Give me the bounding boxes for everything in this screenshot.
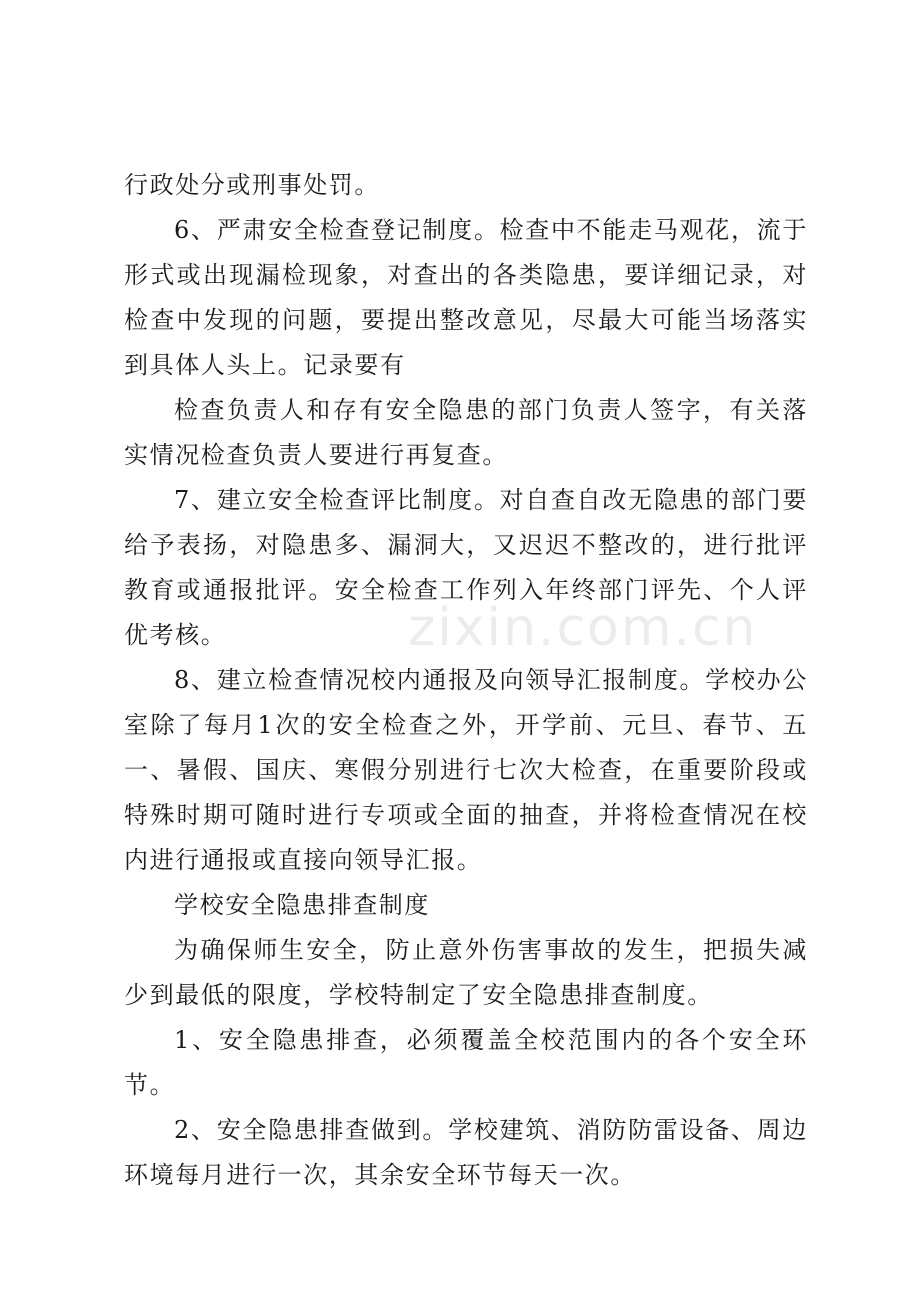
paragraph: 6、严肃安全检查登记制度。检查中不能走马观花，流于形式或出现漏检现象，对查出的各类隐患，要详细记录，对检查中发现的问题，要提出整改意见，尽最大可能当场落实到具体人头上。记录要有: [124, 216, 808, 379]
paragraph: 8、建立检查情况校内通报及向领导汇报制度。学校办公室除了每月1次的安全检查之外，开学前、元旦、春节、五一、暑假、国庆、寒假分别进行七次大检查，在重要阶段或特殊时期可随时进行专项或全面的抽查，并将检查情况在校内进行通报或直接向领导汇报。: [124, 666, 808, 874]
paragraph: 7、建立安全检查评比制度。对自查自改无隐患的部门要给予表扬，对隐患多、漏洞大，又迟迟不整改的，进行批评教育或通报批评。安全检查工作列入年终部门评先、个人评优考核。: [124, 486, 808, 649]
paragraph: 行政处分或刑事处罚。: [124, 171, 380, 199]
paragraph: 检查负责人和存有安全隐患的部门负责人签字，有关落实情况检查负责人要进行再复查。: [124, 396, 808, 469]
section-heading: 学校安全隐患排查制度: [174, 891, 430, 919]
watermark: zixin.com.cn: [408, 598, 758, 658]
paragraph: 2、安全隐患排查做到。学校建筑、消防防雷设备、周边环境每月进行一次，其余安全环节每天一次。: [124, 1116, 808, 1189]
paragraph: 为确保师生安全，防止意外伤害事故的发生，把损失减少到最低的限度，学校特制定了安全隐患排查制度。: [124, 936, 808, 1009]
document-body: [124, 163, 808, 1198]
paragraph: 1、安全隐患排查，必须覆盖全校范围内的各个安全环节。: [124, 1026, 808, 1099]
